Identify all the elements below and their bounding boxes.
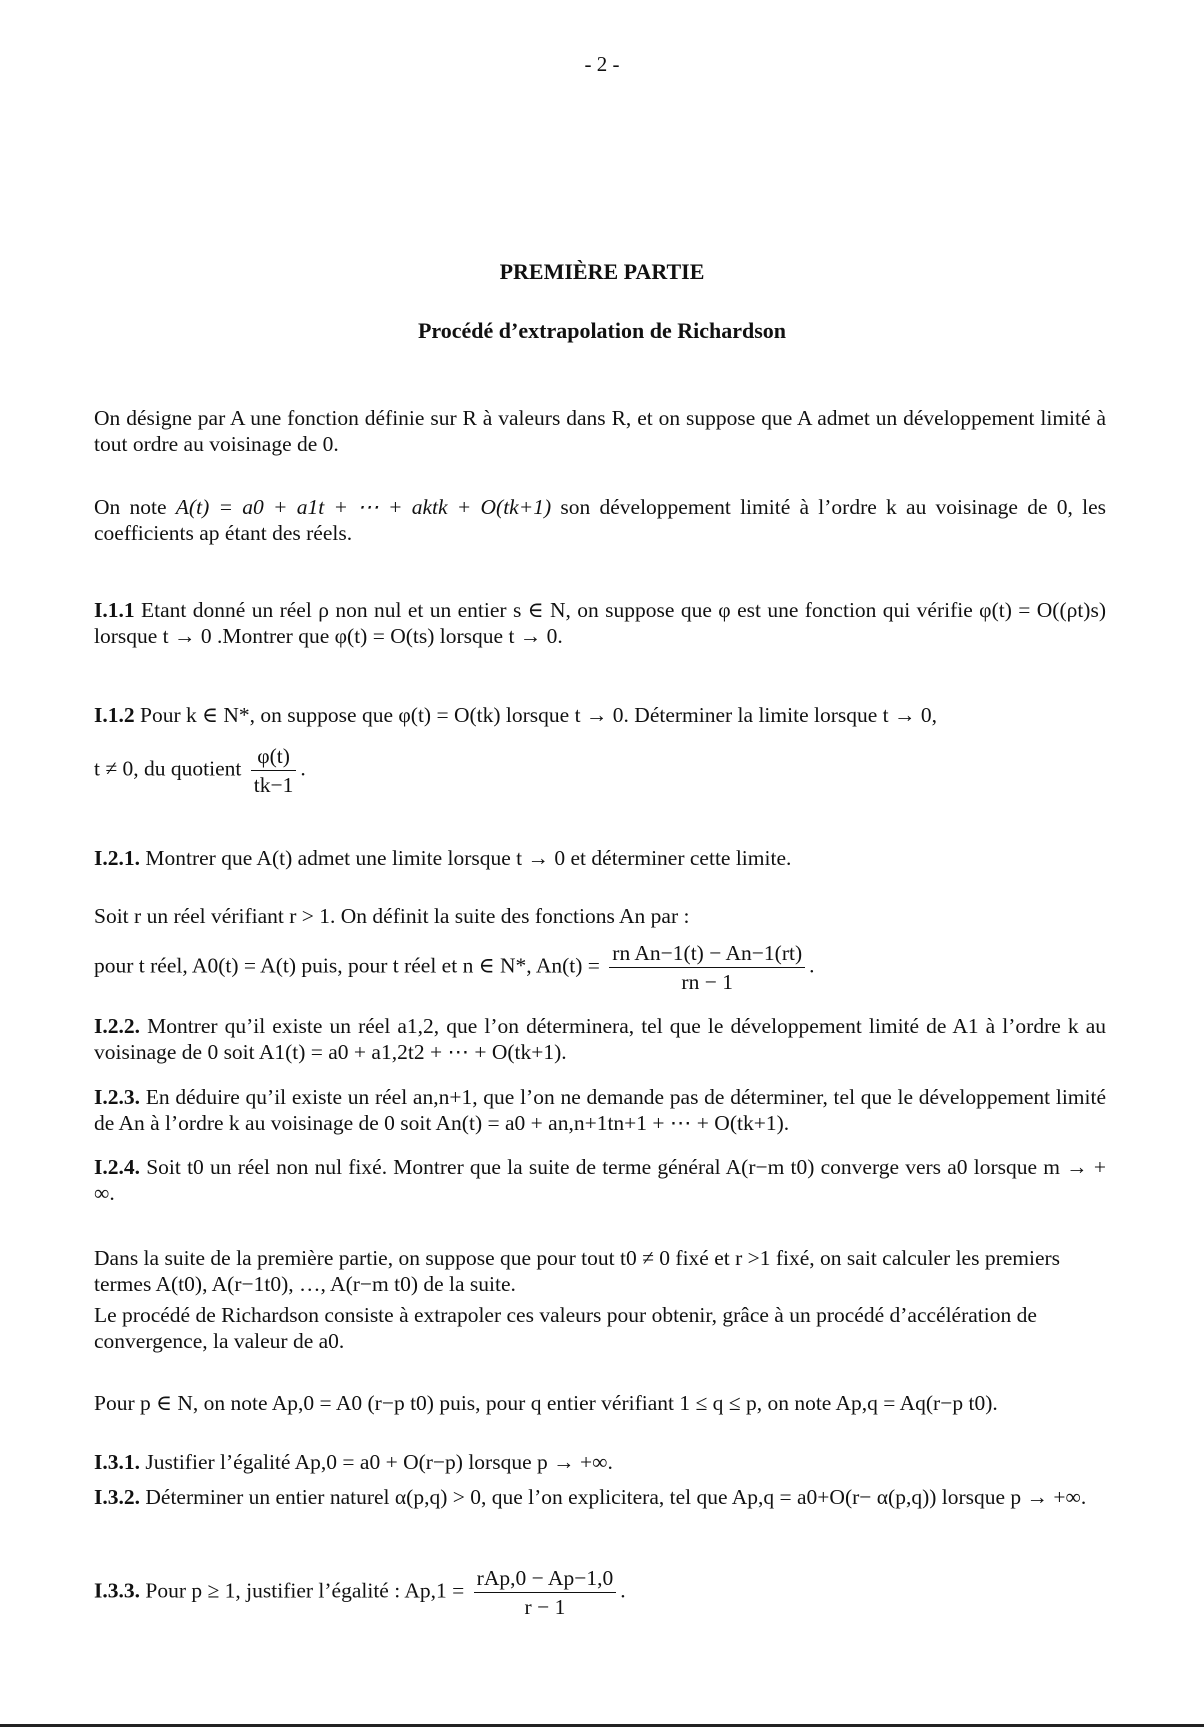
expansion-suffix: son développement limité à l’ordre k au voisinage de 0, les coefficients ap étant des réels. [94, 495, 1107, 546]
question-label: I.3.3. [94, 1578, 140, 1603]
context-paragraph: Dans la suite de la première partie, on suppose que pour tout t0 ≠ 0 fixé et r >1 fixé, on sait calculer les premiers termes A(t0), A(r−1t0), …, A(r−m t0) de la suite. [94, 1246, 1061, 1297]
question-I22 [94, 1013, 1106, 1065]
question-text: t ≠ 0, du quotient [94, 756, 242, 781]
fraction-denominator: r − 1 [524, 1595, 566, 1620]
question-text: Soit t0 un réel non nul fixé. Montrer que la suite de terme général A(r−m t0) converge vers a0 lorsque m → + ∞. [94, 1155, 1107, 1206]
question-I33: I.3.3. Pour p ≥ 1, justifier l’égalité : Ap,1 = $\frac{\text{rAp,0 − Ap−1,0}}{r - 1}$ . [94, 1566, 626, 1620]
question-I32 [94, 1484, 1106, 1510]
fraction-denominator: tk−1 [253, 773, 294, 798]
question-text: Montrer qu’il existe un réel a1,2, que l’on déterminera, tel que le développement limité de A1 à l’ordre k au voisinage de 0 soit A1(t) = a0 + a1,2t2 + ⋯ + O(tk+1). [94, 1014, 1106, 1065]
question-I24 [94, 1154, 1106, 1206]
expansion-formula: A(t) = a0 + a1t + ⋯ + aktk + O(tk+1) [175, 495, 552, 519]
definition-line: Soit r un réel vérifiant r > 1. On définit la suite des fonctions An par : [94, 904, 690, 928]
part-heading: PREMIÈRE PARTIE [499, 259, 705, 284]
question-I12-quotient: t ≠ 0, du quotient $\frac{\varphi(t)}{tk-1}$ . [94, 744, 306, 798]
part-subheading: Procédé d’extrapolation de Richardson [417, 318, 787, 343]
notation-paragraph: Pour p ∈ N, on note Ap,0 = A0 (r−p t0) puis, pour q entier vérifiant 1 ≤ q ≤ p, on note Ap,q = Aq(r−p t0). [94, 1391, 998, 1415]
question-text: Pour k ∈ N*, on suppose que φ(t) = O(tk) lorsque t → 0. Déterminer la limite lorsque t → 0, [140, 703, 938, 727]
fraction-numerator: rn An−1(t) − An−1(rt) [609, 940, 805, 968]
question-I23 [94, 1084, 1106, 1136]
quotient-fraction [251, 743, 297, 798]
question-label: I.1.2 [94, 703, 135, 727]
question-label: I.3.2. [94, 1485, 140, 1509]
question-label: I.2.1. [94, 846, 140, 870]
question-text: Etant donné un réel ρ non nul et un entier s ∈ N, on suppose que φ est une fonction qui vérifie φ(t) = O((ρt)s) lorsque t → 0 .Montrer que φ(t) = O(ts) lorsque t → 0. [94, 598, 1106, 649]
fraction-numerator: rAp,0 − Ap−1,0 [474, 1565, 617, 1593]
question-label: I.2.2. [94, 1014, 140, 1038]
question-I11 [94, 597, 1106, 649]
richardson-fraction [474, 1565, 617, 1620]
expansion-prefix: On note [94, 495, 176, 519]
richardson-paragraph: Le procédé de Richardson consiste à extrapoler ces valeurs pour obtenir, grâce à un procédé d’accélération de convergence, la valeur de a0. [94, 1303, 1037, 1354]
question-text: Justifier l’égalité Ap,0 = a0 + O(r−p) lorsque p → +∞. [145, 1450, 613, 1474]
question-text: En déduire qu’il existe un réel an,n+1, que l’on ne demande pas de déterminer, tel que le développement limité de An à l’ordre k au voisinage de 0 soit An(t) = a0 + an,n+1tn+1 + ⋯ + O(tk+1). [94, 1085, 1107, 1136]
question-text: Montrer que A(t) admet une limite lorsque t → 0 et déterminer cette limite. [145, 846, 792, 870]
definition-text: pour t réel, A0(t) = A(t) puis, pour t réel et n ∈ N*, An(t) = [94, 953, 600, 978]
question-label: I.2.4. [94, 1155, 140, 1179]
intro-paragraph: On désigne par A une fonction définie sur R à valeurs dans R, et on suppose que A admet un développement limité à tout ordre au voisinage de 0. [94, 406, 1106, 457]
question-label: I.2.3. [94, 1085, 140, 1109]
question-I21 [94, 845, 1106, 871]
fraction-numerator: φ(t) [251, 743, 297, 771]
bottom-rule [0, 1724, 1204, 1727]
definition-formula: pour t réel, A0(t) = A(t) puis, pour t réel et n ∈ N*, An(t) = $\frac{\text{rn An−1(t) − An−1(rt)}}{rn - 1}$ . [94, 941, 815, 995]
question-label: I.3.1. [94, 1450, 140, 1474]
page-number: - 2 - [584, 52, 620, 76]
fraction-denominator: rn − 1 [681, 970, 733, 995]
expansion-paragraph [94, 494, 1106, 546]
question-text: Pour p ≥ 1, justifier l’égalité : Ap,1 = [145, 1578, 465, 1603]
question-label: I.1.1 [94, 598, 135, 622]
question-I12 [94, 702, 1106, 728]
question-I31 [94, 1449, 1106, 1475]
question-text: Déterminer un entier naturel α(p,q) > 0, que l’on explicitera, tel que Ap,q = a0+O(r− α(p,q)) lorsque p → +∞. [145, 1485, 1087, 1509]
definition-fraction [609, 940, 805, 995]
